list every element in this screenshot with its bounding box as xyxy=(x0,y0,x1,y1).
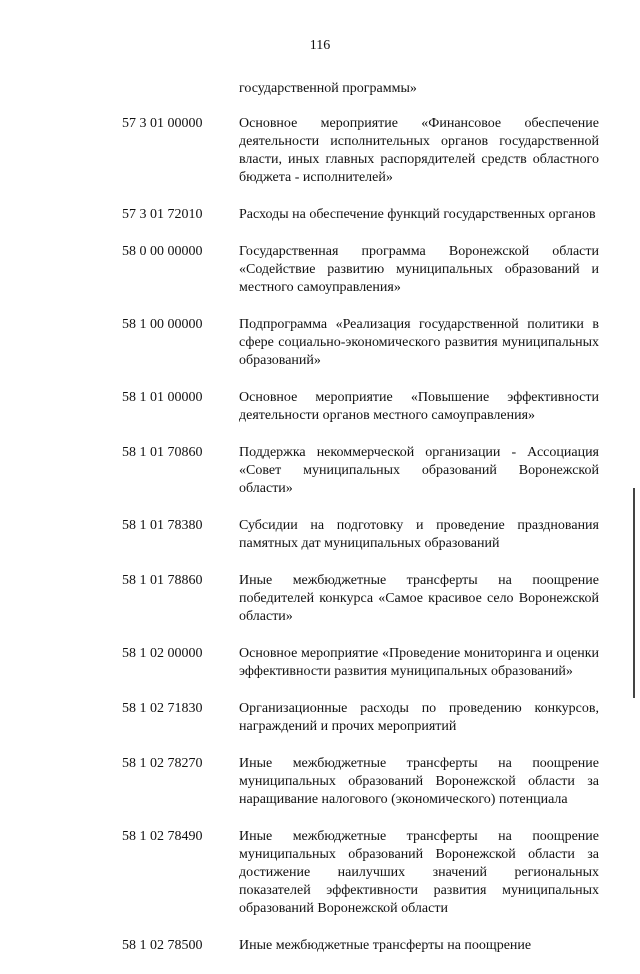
budget-code: 58 1 02 71830 xyxy=(122,701,203,716)
budget-code: 58 1 01 00000 xyxy=(122,390,203,405)
budget-description: Основное мероприятие «Проведение мониторинга и оценки эффективности развития муниципальных образований» xyxy=(239,646,599,679)
budget-description: Иные межбюджетные трансферты на поощрение xyxy=(239,938,532,953)
list-item xyxy=(0,389,640,425)
budget-description: Основное мероприятие «Повышение эффективности деятельности органов местного самоуправления» xyxy=(239,390,599,423)
budget-description: Поддержка некоммерческой организации - Ассоциация «Совет муниципальных образований Воронежской области» xyxy=(239,445,599,496)
budget-code: 58 1 02 00000 xyxy=(122,646,203,661)
list-item xyxy=(0,517,640,553)
budget-description: Иные межбюджетные трансферты на поощрение муниципальных образований Воронежской области за достижение наилучших значений региональных показателей эффективности развития муниципальных образований Воронежской области xyxy=(239,829,599,916)
budget-code: 57 3 01 72010 xyxy=(122,207,203,222)
budget-description: Расходы на обеспечение функций государственных органов xyxy=(239,207,596,222)
list-item xyxy=(0,937,640,955)
page-number: 116 xyxy=(309,38,331,53)
budget-code: 58 1 02 78500 xyxy=(122,938,203,953)
budget-description: Государственная программа Воронежской области «Содействие развитию муниципальных образований и местного самоуправления» xyxy=(239,244,599,295)
budget-code: 58 1 02 78270 xyxy=(122,756,203,771)
continuation-text: государственной программы» xyxy=(239,81,417,96)
list-item xyxy=(0,700,640,736)
budget-description: Подпрограмма «Реализация государственной политики в сфере социально-экономического развития муниципальных образований» xyxy=(239,317,599,368)
budget-code: 58 1 01 78860 xyxy=(122,573,203,588)
list-item xyxy=(0,645,640,681)
list-item xyxy=(0,572,640,626)
list-item xyxy=(0,444,640,498)
budget-code: 58 1 02 78490 xyxy=(122,829,203,844)
budget-code: 58 1 01 78380 xyxy=(122,518,203,533)
budget-description: Основное мероприятие «Финансовое обеспечение деятельности исполнительных органов государственной власти, иных главных распорядителей средств областного бюджета - исполнителей» xyxy=(239,116,599,185)
list-item xyxy=(0,206,640,224)
scan-edge-mark xyxy=(633,488,635,698)
list-item xyxy=(0,243,640,297)
budget-code: 58 1 01 70860 xyxy=(122,445,203,460)
budget-description: Организационные расходы по проведению конкурсов, награждений и прочих мероприятий xyxy=(239,701,599,734)
budget-description: Иные межбюджетные трансферты на поощрение муниципальных образований Воронежской области за наращивание налогового (экономического) потенциала xyxy=(239,756,599,807)
list-item xyxy=(0,115,640,187)
budget-description: Субсидии на подготовку и проведение празднования памятных дат муниципальных образований xyxy=(239,518,599,551)
budget-code: 58 1 00 00000 xyxy=(122,317,203,332)
list-item xyxy=(0,316,640,370)
list-item xyxy=(0,755,640,809)
budget-code: 58 0 00 00000 xyxy=(122,244,203,259)
budget-code: 57 3 01 00000 xyxy=(122,116,203,131)
budget-description: Иные межбюджетные трансферты на поощрение победителей конкурса «Самое красивое село Воронежской области» xyxy=(239,573,599,624)
document-body xyxy=(0,80,640,974)
